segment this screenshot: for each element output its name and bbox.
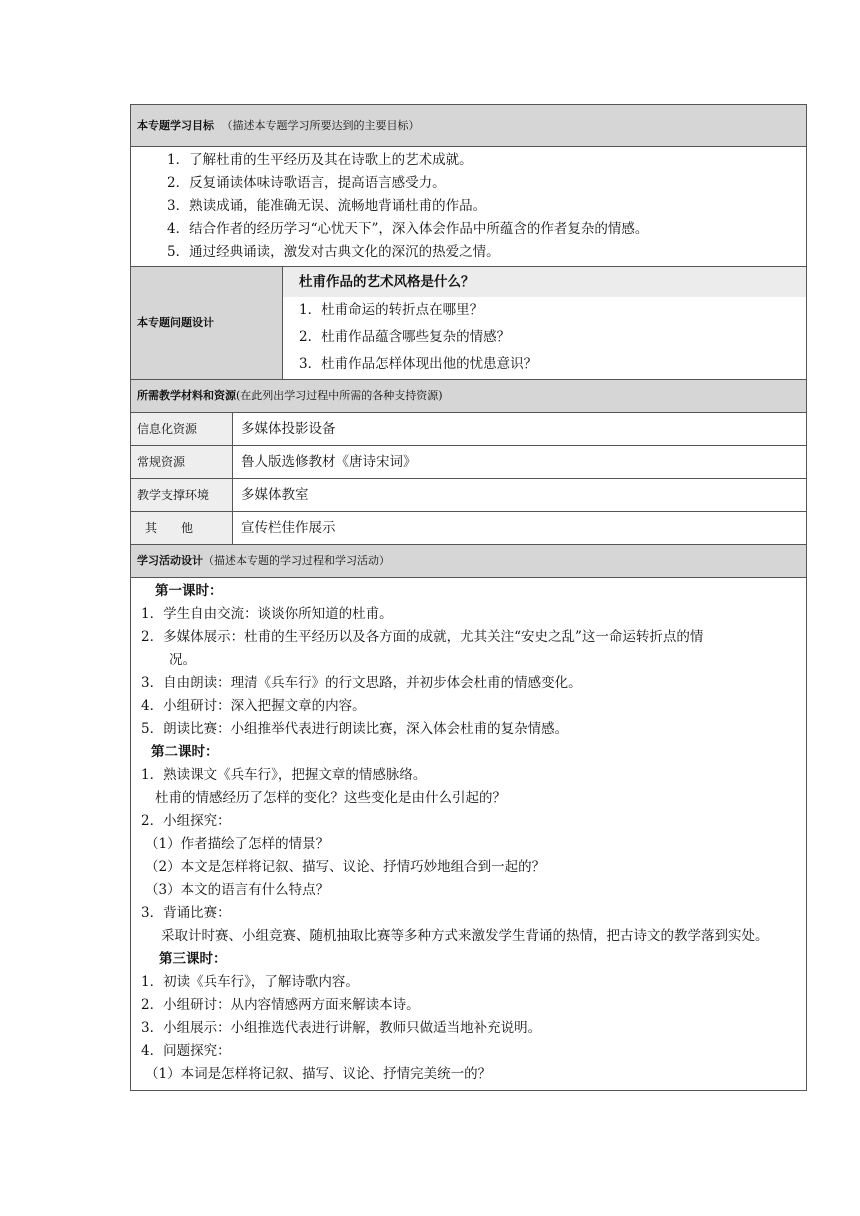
question-row — [131, 267, 807, 380]
lesson-step-continued: 况。 — [169, 652, 196, 668]
activity-header — [131, 545, 807, 578]
question-section-title: 本专题问题设计 — [131, 267, 283, 380]
lesson-subquestion: （2）本文是怎样将记叙、描写、议论、抒情巧妙地组合到一起的？ — [145, 859, 546, 875]
lesson-step: 1．初读《兵车行》，了解诗歌内容。 — [141, 974, 359, 990]
goals-list — [131, 147, 807, 267]
question-section-body — [283, 267, 807, 380]
resource-value: 多媒体投影设备 — [233, 413, 807, 446]
sub-question: 2．杜甫作品蕴含哪些复杂的情感？ — [299, 329, 511, 345]
lesson-paragraph: 采取计时赛、小组竞赛、随机抽取比赛等多种方式来激发学生背诵的热情，把古诗文的教学落到实处。 — [161, 928, 769, 944]
resource-value: 鲁人版选修教材《唐诗宋词》 — [233, 446, 807, 479]
lesson-title: 第三课时： — [159, 951, 227, 967]
lesson-step: 4．问题探究： — [141, 1043, 231, 1059]
resource-row — [131, 512, 807, 545]
resources-header-row — [131, 380, 807, 413]
sub-question: 3．杜甫作品怎样体现出他的忧患意识？ — [299, 356, 538, 372]
lesson-step: 1．熟读课文《兵车行》，把握文章的情感脉络。 — [141, 767, 427, 783]
resource-value: 多媒体教室 — [233, 479, 807, 512]
lesson-step: 2．小组探究： — [141, 813, 231, 829]
goal-item: 4．结合作者的经历学习“心忧天下”，深入体会作品中所蕴含的作者复杂的情感。 — [167, 221, 649, 237]
lesson-step: 3．背诵比赛： — [141, 905, 231, 921]
resource-row — [131, 446, 807, 479]
resource-row — [131, 413, 807, 446]
resource-label: 信息化资源 — [131, 413, 233, 446]
resource-label: 其 他 — [131, 512, 233, 545]
lesson-step: 3．自由朗读：理清《兵车行》的行文思路，并初步体会杜甫的情感变化。 — [141, 675, 582, 691]
lesson-title: 第一课时： — [155, 583, 223, 599]
lesson-step: 2．小组研讨：从内容情感两方面来解读本诗。 — [141, 997, 420, 1013]
sub-question: 1．杜甫命运的转折点在哪里？ — [299, 302, 484, 318]
goal-item: 3．熟读成诵，能准确无误、流畅地背诵杜甫的作品。 — [167, 198, 487, 214]
activity-note: （描述本专题的学习过程和学习活动） — [203, 554, 390, 567]
lesson-step: 3．小组展示：小组推选代表进行讲解，教师只做适当地补充说明。 — [141, 1020, 542, 1036]
goals-note: （描述本专题学习所要达到的主要目标） — [221, 118, 420, 132]
lesson-question: 杜甫的情感经历了怎样的变化？这些变化是由什么引起的？ — [155, 790, 506, 806]
goal-item: 2．反复诵读体味诗歌语言，提高语言感受力。 — [167, 175, 446, 191]
goals-title: 本专题学习目标 — [137, 118, 214, 132]
lesson-plan-page — [130, 104, 806, 1091]
lesson-step: 1．学生自由交流：谈谈你所知道的杜甫。 — [141, 606, 393, 622]
goal-item: 5．通过经典诵读，激发对古典文化的深沉的热爱之情。 — [167, 244, 500, 260]
resources-title: 所需教学材料和资源 — [137, 389, 236, 402]
goal-item: 1．了解杜甫的生平经历及其在诗歌上的艺术成就。 — [167, 152, 473, 168]
resources-note: (在此列出学习过程中所需的各种支持资源) — [236, 389, 443, 402]
lesson-step: 4．小组研讨：深入把握文章的内容。 — [141, 698, 366, 714]
resource-label: 教学支撑环境 — [131, 479, 233, 512]
lesson-step: 2．多媒体展示：杜甫的生平经历以及各方面的成就，尤其关注“安史之乱”这一命运转折点的情 — [141, 629, 704, 645]
activity-body — [131, 578, 807, 1091]
lesson-step: 5．朗读比赛：小组推举代表进行朗读比赛，深入体会杜甫的复杂情感。 — [141, 721, 569, 737]
resources-header — [131, 380, 807, 413]
main-question: 杜甫作品的艺术风格是什么？ — [283, 267, 806, 297]
lesson-title: 第二课时： — [151, 744, 219, 760]
activity-header-row — [131, 545, 807, 578]
lesson-plan-table — [130, 104, 807, 1091]
lesson-subquestion: （3）本文的语言有什么特点？ — [145, 882, 330, 898]
lesson-subquestion: （1）本词是怎样将记叙、描写、议论、抒情完美统一的？ — [145, 1066, 492, 1082]
goals-body-row — [131, 147, 807, 267]
lesson-subquestion: （1）作者描绘了怎样的情景？ — [145, 836, 330, 852]
resource-value: 宣传栏佳作展示 — [233, 512, 807, 545]
resource-row — [131, 479, 807, 512]
activity-title: 学习活动设计 — [137, 554, 203, 567]
goals-header-row — [131, 105, 807, 147]
resource-label: 常规资源 — [131, 446, 233, 479]
activity-body-row — [131, 578, 807, 1091]
goals-header — [131, 105, 807, 147]
